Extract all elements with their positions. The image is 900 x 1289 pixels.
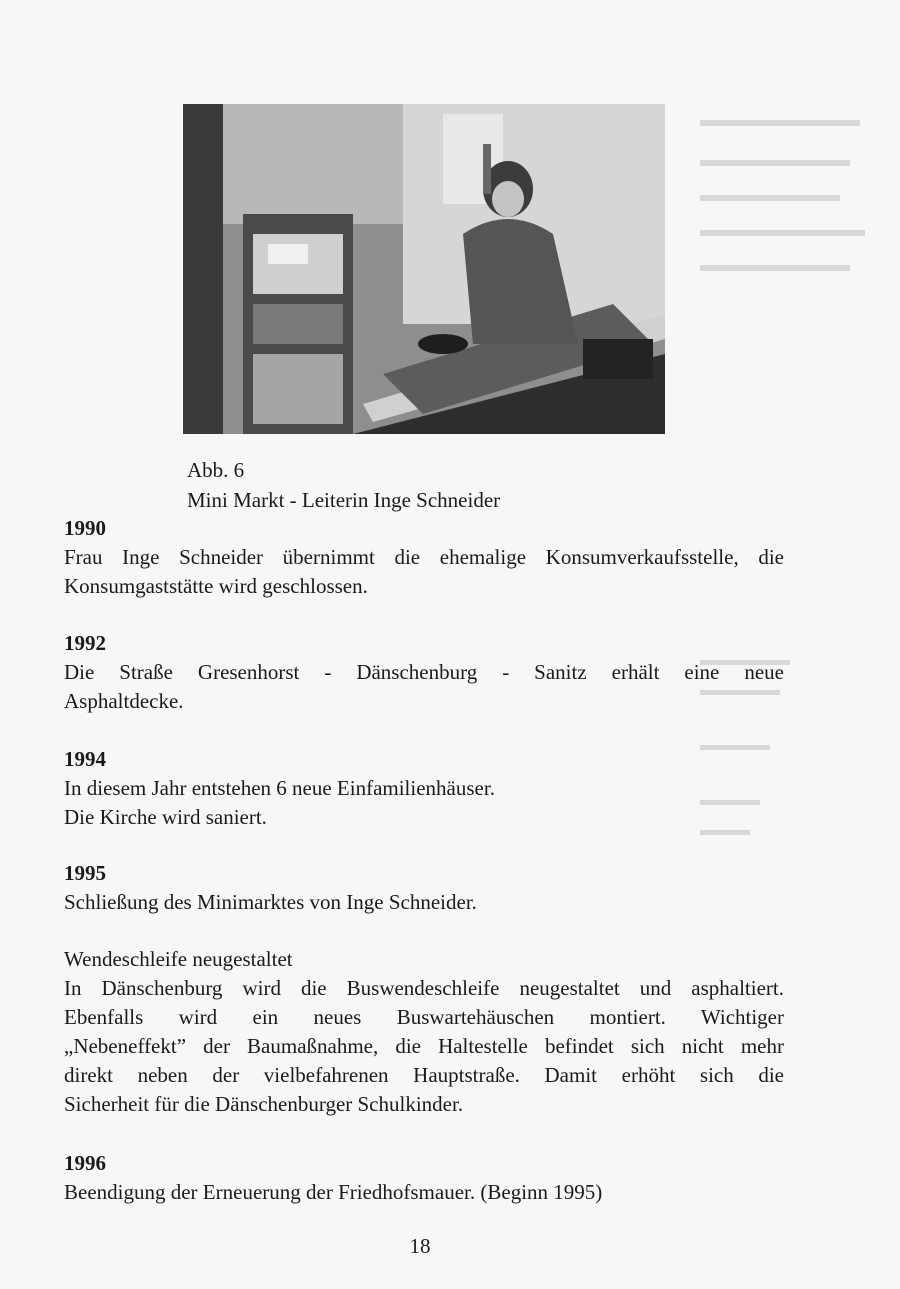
entry-1994 (64, 745, 784, 832)
section-line: Sicherheit für die Dänschenburger Schulkinder. (64, 1092, 464, 1116)
entry-year: 1990 (64, 516, 106, 540)
section-heading: Wendeschleife neugestaltet (64, 947, 293, 971)
entry-year: 1995 (64, 861, 106, 885)
entry-line: Frau Inge Schneider übernimmt die ehemalige Konsumverkaufsstelle, die (64, 545, 784, 569)
page-number: 18 (409, 1234, 431, 1258)
entry-line: In diesem Jahr entstehen 6 neue Einfamilienhäuser. (64, 776, 495, 800)
entry-year: 1996 (64, 1151, 106, 1175)
entry-1992 (64, 629, 784, 716)
entry-line: Schließung des Minimarktes von Inge Schneider. (64, 890, 477, 914)
entry-line: Asphaltdecke. (64, 689, 184, 713)
entry-line: Konsumgaststätte wird geschlossen. (64, 574, 368, 598)
section-line: Ebenfalls wird ein neues Buswartehäuschen montiert. Wichtiger (64, 1005, 784, 1029)
entry-line: Die Kirche wird saniert. (64, 805, 267, 829)
figure-caption (187, 455, 500, 515)
section-line: direkt neben der vielbefahrenen Hauptstraße. Damit erhöht sich die (64, 1063, 784, 1087)
entry-1996 (64, 1149, 784, 1207)
figure-photo (183, 104, 665, 434)
section-line: In Dänschenburg wird die Buswendeschleife neugestaltet und asphaltiert. (64, 976, 784, 1000)
mini-markt-photo (183, 104, 665, 434)
figure-label: Abb. 6 (187, 458, 245, 482)
figure-caption-text: Mini Markt - Leiterin Inge Schneider (187, 488, 501, 512)
entry-line: Beendigung der Erneuerung der Friedhofsmauer. (Beginn 1995) (64, 1180, 603, 1204)
section-line: „Nebeneffekt” der Baumaßnahme, die Haltestelle befindet sich nicht mehr (64, 1034, 784, 1058)
entry-year: 1994 (64, 747, 106, 771)
entry-1990 (64, 514, 784, 601)
entry-1995 (64, 859, 784, 917)
entry-line: Die Straße Gresenhorst - Dänschenburg - Sanitz erhält eine neue (64, 660, 784, 684)
entry-year: 1992 (64, 631, 106, 655)
section-wendeschleife (64, 945, 784, 1119)
